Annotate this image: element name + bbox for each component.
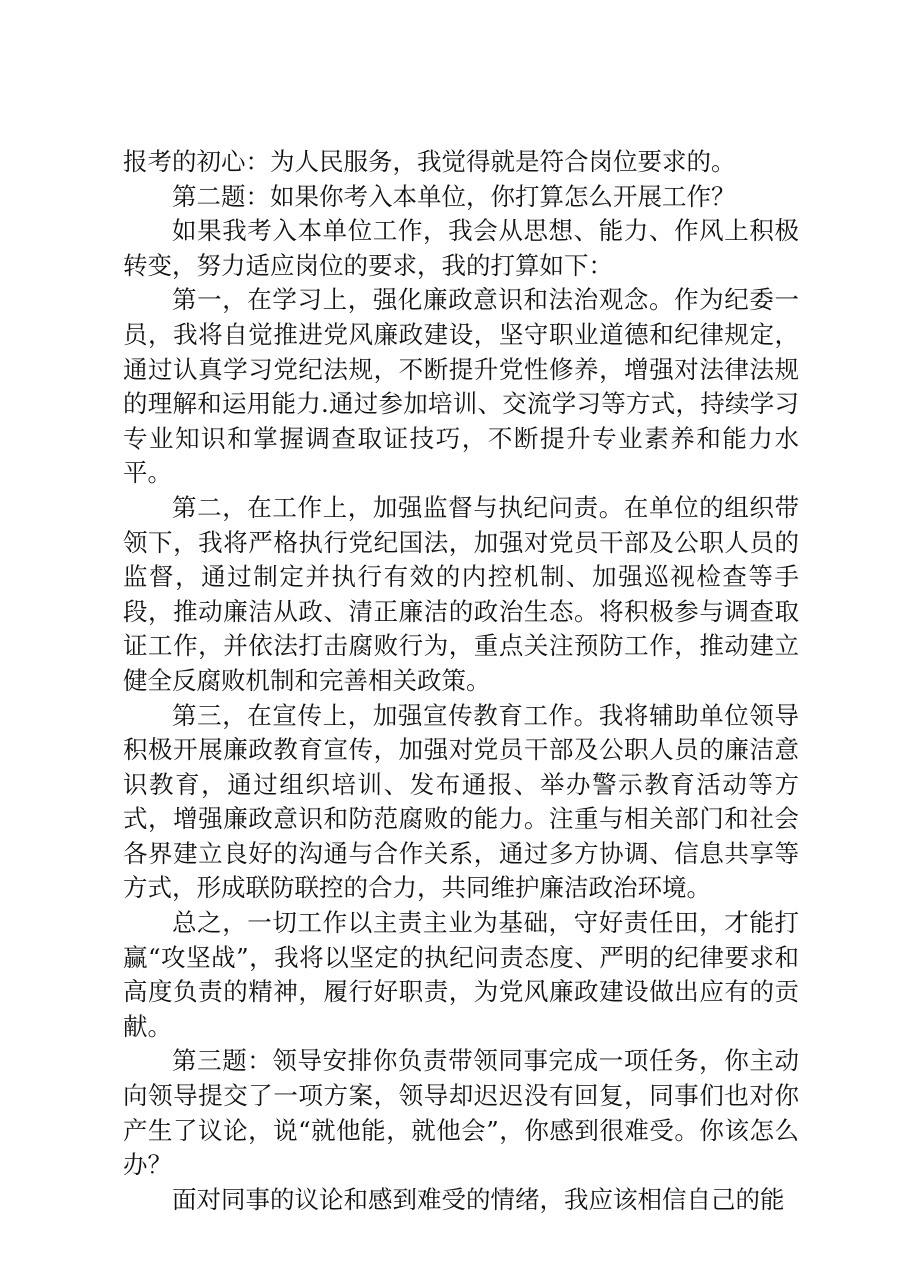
answer-three-paragraph: 面对同事的议论和感到难受的情绪，我应该相信自己的能 bbox=[172, 1184, 785, 1214]
summary-paragraph: 总之，一切工作以主责主业为基础，守好责任田，才能打赢“攻坚战”，我将以坚定的执纪问责态度、严明的纪律要求和高度负责的精神，履行好职责，为党风廉政建设做出应有的贡献。 bbox=[123, 908, 799, 1041]
paragraph-continuation: 报考的初心：为人民服务，我觉得就是符合岗位要求的。 bbox=[123, 147, 736, 176]
point-two-paragraph: 第二，在工作上，加强监督与执纪问责。在单位的组织带领下，我将严格执行党纪国法，加强对党员干部及公职人员的监督，通过制定并执行有效的内控机制、加强巡视检查等手段，推动廉洁从政、清正廉洁的政治生态。将积极参与调查取证工作，并依法打击腐败行为，重点关注预防工作，推动建立健全反腐败机制和完善相关政策。 bbox=[123, 492, 799, 695]
question-two-heading: 第二题：如果你考入本单位，你打算怎么开展工作？ bbox=[172, 181, 736, 211]
question-three-heading: 第三题：领导安排你负责带领同事完成一项任务，你主动向领导提交了一项方案，领导却迟迟没有回复，同事们也对你产生了议论，说“就他能，就他会”，你感到很难受。你该怎么办？ bbox=[123, 1046, 799, 1180]
point-three-paragraph: 第三，在宣传上，加强宣传教育工作。我将辅助单位领导积极开展廉政教育宣传，加强对党员干部及公职人员的廉洁意识教育，通过组织培训、发布通报、举办警示教育活动等方式，增强廉政意识和防范腐败的能力。注重与相关部门和社会各界建立良好的沟通与合作关系，通过多方协调、信息共享等方式，形成联防联控的合力，共同维护廉洁政治环境。 bbox=[123, 700, 799, 903]
document-page bbox=[123, 145, 799, 1217]
answer-intro-paragraph: 如果我考入本单位工作，我会从思想、能力、作风上积极转变，努力适应岗位的要求，我的打算如下： bbox=[123, 216, 799, 280]
point-one-paragraph: 第一，在学习上，强化廉政意识和法治观念。作为纪委一员，我将自觉推进党风廉政建设，坚守职业道德和纪律规定，通过认真学习党纪法规，不断提升党性修养，增强对法律法规的理解和运用能力.通过参加培训、交流学习等方式，持续学习专业知识和掌握调查取证技巧，不断提升专业素养和能力水平。 bbox=[123, 285, 799, 488]
